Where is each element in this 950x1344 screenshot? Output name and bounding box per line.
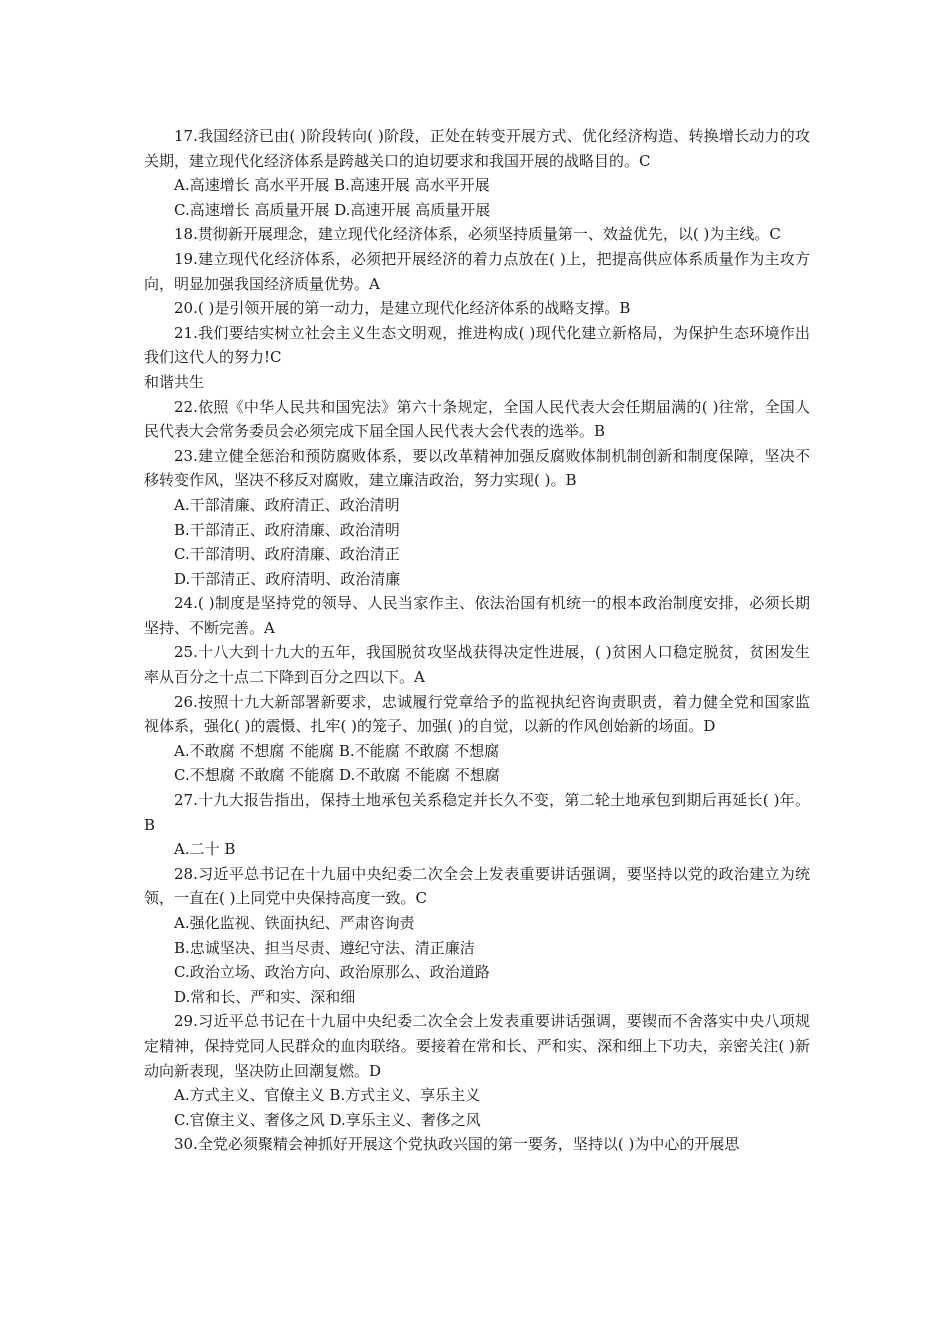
question-28-option-b: B.忠诚坚决、担当尽责、遵纪守法、清正廉洁 (174, 938, 475, 957)
question-26: 26.按照十九大新部署新要求，忠诚履行党章给予的监视执纪咨询责职责，着力健全党和国家监视体系，强化( )的震慑、扎牢( )的笼子、加强( )的自觉，以新的作风创始新的场面。D (144, 692, 810, 736)
question-23-option-d: D.干部清正、政府清明、政治清廉 (174, 569, 401, 588)
question-17-options-cd: C.高速增长 高质量开展 D.高速开展 高质量开展 (174, 200, 491, 219)
question-29-options-cd: C.官僚主义、奢侈之风 D.享乐主义、奢侈之风 (174, 1110, 481, 1129)
question-29: 29.习近平总书记在十九届中央纪委二次全会上发表重要讲话强调，要锲而不舍落实中央八项规定精神，保持党同人民群众的血肉联络。要接着在常和长、严和实、深和细上下功夫，亲密关注( )新动向新表现，坚决防止回潮复燃。D (144, 1012, 810, 1080)
question-20: 20.( )是引领开展的第一动力，是建立现代化经济体系的战略支撑。B (174, 299, 631, 318)
question-17: 17.我国经济已由( )阶段转向( )阶段，正处在转变开展方式、优化经济构造、转换增长动力的攻关期，建立现代化经济体系是跨越关口的迫切要求和我国开展的战略目的。C (144, 127, 810, 170)
question-21: 21.我们要结实树立社会主义生态文明观，推进构成( )现代化建立新格局，为保护生态环境作出我们这代人的努力!C (144, 323, 810, 367)
question-27-option-a: A.二十 B (174, 840, 236, 859)
question-23-option-c: C.干部清明、政府清廉、政治清正 (174, 545, 400, 564)
question-28-option-a: A.强化监视、铁面执纪、严肃咨询责 (174, 914, 415, 932)
question-28-option-d: D.常和长、严和实、深和细 (174, 987, 356, 1006)
question-23-option-b: B.干部清正、政府清廉、政治清明 (174, 520, 400, 539)
question-25: 25.十八大到十九大的五年，我国脱贫攻坚战获得决定性进展，( )贫困人口稳定脱贫，贫困发生率从百分之十点二下降到百分之四以下。A (144, 643, 810, 687)
question-30: 30.全党必须聚精会神抓好开展这个党执政兴国的第一要务，坚持以( )为中心的开展思 (174, 1135, 740, 1154)
question-21-answer-note: 和谐共生 (144, 372, 205, 391)
question-27: 27.十九大报告指出，保持土地承包关系稳定并长久不变，第二轮土地承包到期后再延长( )年。B (144, 791, 810, 834)
question-23: 23.建立健全惩治和预防腐败体系，要以改革精神加强反腐败体制机制创新和制度保障，坚决不移转变作风，坚决不移反对腐败，建立廉洁政治，努力实现( )。B (144, 446, 810, 490)
question-24: 24.( )制度是坚持党的领导、人民当家作主、依法治国有机统一的根本政治制度安排，必须长期坚持、不断完善。A (144, 594, 810, 637)
document-body (144, 124, 810, 1157)
question-26-options-ab: A.不敢腐 不想腐 不能腐 B.不能腐 不敢腐 不想腐 (174, 741, 500, 760)
question-23-option-a: A.干部清廉、政府清正、政治清明 (174, 495, 400, 514)
question-28: 28.习近平总书记在十九届中央纪委二次全会上发表重要讲话强调，要坚持以党的政治建立为统领，一直在( )上同党中央保持高度一致。C (144, 864, 810, 908)
question-17-options-ab: A.高速增长 高水平开展 B.高速开展 高水平开展 (174, 176, 490, 195)
question-19: 19.建立现代化经济体系，必须把开展经济的着力点放在( )上，把提高供应体系质量作为主攻方向，明显加强我国经济质量优势。A (144, 249, 810, 293)
question-26-options-cd: C.不想腐 不敢腐 不能腐 D.不敢腐 不能腐 不想腐 (174, 766, 500, 785)
question-22: 22.依照《中华人民共和国宪法》第六十条规定，全国人民代表大会任期届满的( )往常，全国人民代表大会常务委员会必须完成下届全国人民代表大会代表的选举。B (144, 397, 810, 441)
question-29-options-ab: A.方式主义、官僚主义 B.方式主义、享乐主义 (174, 1086, 481, 1105)
question-18: 18.贯彻新开展理念，建立现代化经济体系，必须坚持质量第一、效益优先，以( )为主线。C (174, 225, 781, 244)
question-28-option-c: C.政治立场、政治方向、政治原那么、政治道路 (174, 963, 490, 982)
